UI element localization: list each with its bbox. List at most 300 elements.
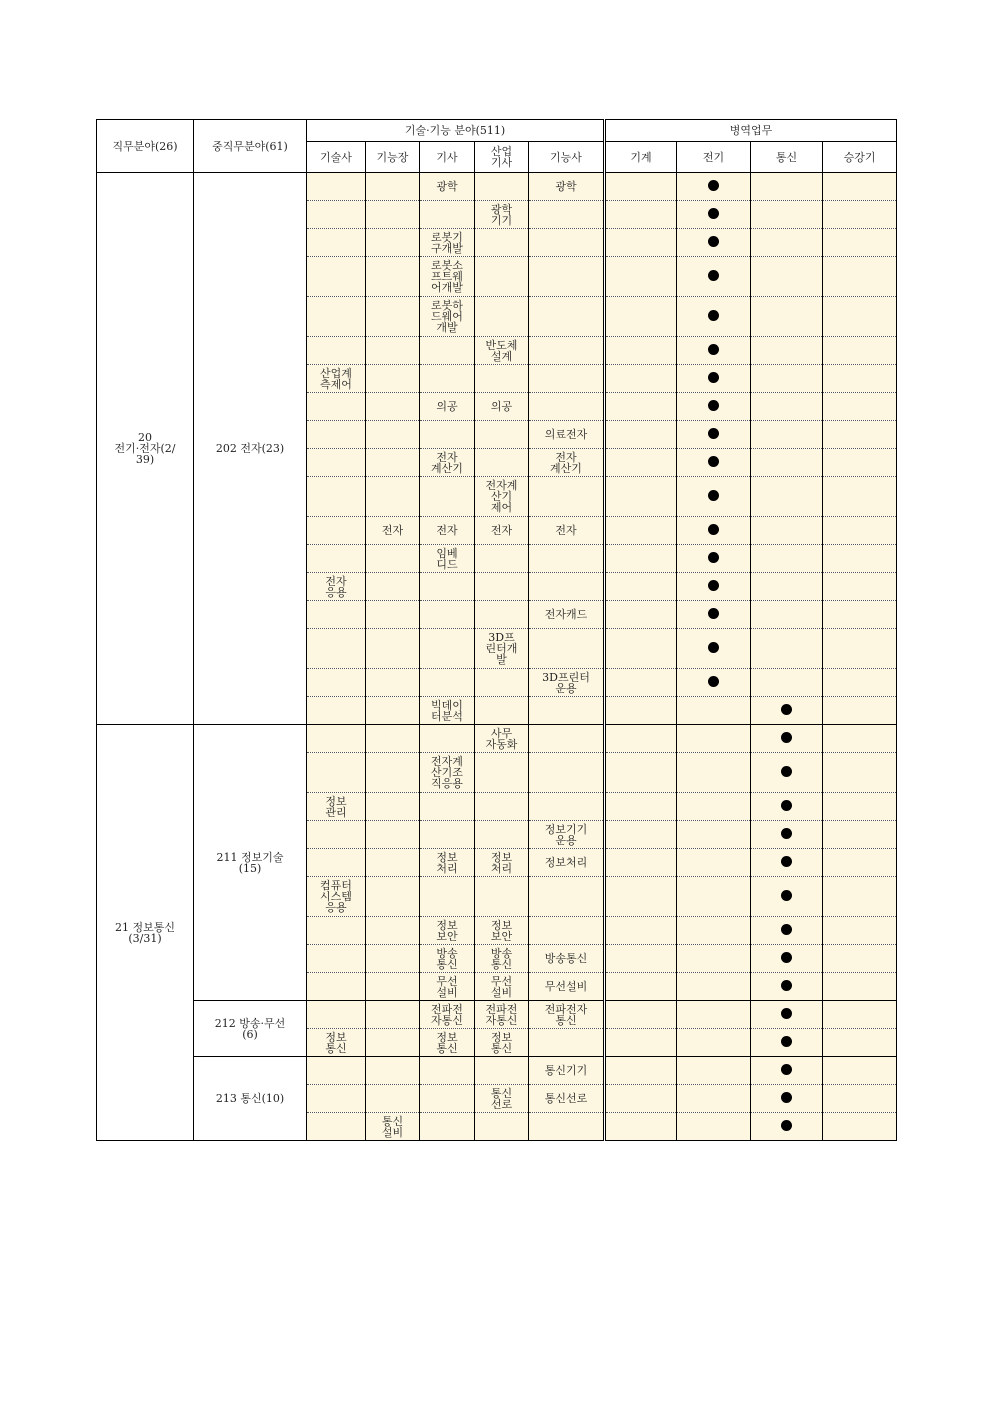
mid-field-cell: [194, 725, 307, 1001]
license-cell: [475, 945, 529, 973]
license-cell: [366, 1057, 420, 1085]
subheader-cell: [823, 142, 897, 173]
military-cell: [823, 1113, 897, 1141]
military-cell: [605, 945, 677, 973]
military-cell: [823, 201, 897, 229]
military-cell: [751, 945, 823, 973]
license-cell: [420, 849, 475, 877]
military-cell: [751, 257, 823, 297]
mid-field-label: 212 방송·무선 (6): [214, 1016, 286, 1041]
military-cell: [677, 297, 751, 337]
military-cell: [605, 753, 677, 793]
license-name: 통신 설비: [381, 1114, 404, 1139]
license-cell: [307, 821, 366, 849]
military-cell: [751, 1085, 823, 1113]
header-mid-field: [194, 120, 307, 173]
license-name: 3D프린터 운용: [542, 670, 590, 695]
job-field-label: 21 정보통신 (3/31): [115, 920, 175, 945]
header-job-field: [97, 120, 194, 173]
military-cell: [677, 877, 751, 917]
license-name: 사무 자동화: [485, 726, 518, 751]
military-cell: [751, 449, 823, 477]
license-cell: [475, 229, 529, 257]
military-cell: [823, 793, 897, 821]
license-name: 반도체 설계: [485, 338, 518, 363]
military-cell: [605, 1057, 677, 1085]
military-cell: [605, 601, 677, 629]
license-cell: [529, 1001, 605, 1029]
bullet-icon: [708, 552, 719, 563]
license-cell: [420, 173, 475, 201]
military-cell: [677, 545, 751, 573]
military-cell: [823, 477, 897, 517]
license-cell: [366, 821, 420, 849]
bullet-icon: [708, 270, 719, 281]
military-cell: [605, 365, 677, 393]
military-cell: [823, 821, 897, 849]
license-cell: [366, 573, 420, 601]
military-cell: [605, 697, 677, 725]
license-cell: [475, 337, 529, 365]
bullet-icon: [708, 236, 719, 247]
license-cell: [529, 1029, 605, 1057]
military-cell: [677, 753, 751, 793]
license-cell: [366, 697, 420, 725]
license-cell: [307, 601, 366, 629]
license-name: 무선 설비: [490, 974, 513, 999]
military-cell: [751, 629, 823, 669]
bullet-icon: [708, 524, 719, 535]
subheader-label: 산업 기사: [490, 145, 513, 169]
license-cell: [529, 669, 605, 697]
military-cell: [751, 793, 823, 821]
license-cell: [307, 669, 366, 697]
military-cell: [677, 449, 751, 477]
license-cell: [420, 629, 475, 669]
license-cell: [366, 545, 420, 573]
license-cell: [420, 393, 475, 421]
license-name: 무선설비: [544, 980, 588, 993]
mid-field-label: 211 정보기술 (15): [216, 850, 284, 875]
license-cell: [475, 393, 529, 421]
license-name: 전자캐드: [544, 608, 588, 621]
license-cell: [307, 257, 366, 297]
subheader-label: 기술사: [320, 150, 352, 164]
military-cell: [823, 877, 897, 917]
license-cell: [420, 337, 475, 365]
license-cell: [420, 573, 475, 601]
military-cell: [823, 753, 897, 793]
license-cell: [475, 917, 529, 945]
license-cell: [420, 1057, 475, 1085]
license-name: 정보 관리: [325, 794, 347, 819]
subheader-label: 기계: [630, 150, 652, 164]
license-name: 무선 설비: [436, 974, 458, 999]
license-cell: [475, 601, 529, 629]
license-cell: [366, 517, 420, 545]
military-cell: [605, 229, 677, 257]
bullet-icon: [781, 800, 792, 811]
license-cell: [475, 1085, 529, 1113]
military-cell: [751, 917, 823, 945]
license-cell: [366, 849, 420, 877]
military-cell: [823, 697, 897, 725]
bullet-icon: [708, 580, 719, 591]
header-tech-group-text: 기술·기능 분야(511): [404, 124, 506, 137]
military-cell: [823, 229, 897, 257]
bullet-icon: [708, 372, 719, 383]
military-cell: [823, 297, 897, 337]
license-cell: [307, 945, 366, 973]
license-cell: [475, 365, 529, 393]
military-cell: [605, 545, 677, 573]
license-cell: [420, 697, 475, 725]
subheader-cell: [677, 142, 751, 173]
header-military-group-text: 병역업무: [729, 124, 773, 137]
license-cell: [307, 201, 366, 229]
military-cell: [677, 337, 751, 365]
bullet-icon: [781, 1120, 792, 1131]
license-cell: [529, 297, 605, 337]
military-cell: [677, 793, 751, 821]
license-cell: [366, 393, 420, 421]
mid-field-cell: [194, 173, 307, 725]
bullet-icon: [781, 704, 792, 715]
military-cell: [677, 601, 751, 629]
military-cell: [823, 173, 897, 201]
military-cell: [677, 697, 751, 725]
license-cell: [366, 669, 420, 697]
military-cell: [823, 917, 897, 945]
license-cell: [475, 973, 529, 1001]
license-cell: [529, 365, 605, 393]
license-cell: [420, 821, 475, 849]
military-cell: [605, 1001, 677, 1029]
job-field-cell: [97, 725, 194, 1141]
bullet-icon: [781, 1036, 792, 1047]
license-cell: [475, 173, 529, 201]
table-row: [97, 173, 897, 201]
bullet-icon: [708, 456, 719, 467]
military-cell: [605, 877, 677, 917]
job-field-cell: [97, 173, 194, 725]
military-cell: [677, 945, 751, 973]
military-cell: [823, 669, 897, 697]
table-row: [97, 1001, 897, 1029]
license-cell: [366, 449, 420, 477]
license-cell: [529, 477, 605, 517]
military-cell: [751, 877, 823, 917]
military-cell: [823, 629, 897, 669]
license-cell: [366, 877, 420, 917]
license-cell: [420, 601, 475, 629]
military-cell: [677, 201, 751, 229]
license-cell: [307, 973, 366, 1001]
military-cell: [677, 477, 751, 517]
military-cell: [751, 849, 823, 877]
license-name: 산업계 측제어: [320, 366, 352, 391]
license-cell: [307, 793, 366, 821]
license-cell: [366, 601, 420, 629]
military-cell: [751, 229, 823, 257]
license-name: 통신선로: [544, 1092, 588, 1105]
military-cell: [677, 1057, 751, 1085]
military-cell: [823, 365, 897, 393]
license-cell: [366, 753, 420, 793]
license-cell: [475, 421, 529, 449]
license-cell: [307, 297, 366, 337]
license-cell: [307, 1085, 366, 1113]
military-cell: [605, 629, 677, 669]
military-cell: [605, 669, 677, 697]
license-name: 방송통신: [544, 952, 588, 965]
subheader-cell: [475, 142, 529, 173]
military-cell: [677, 1001, 751, 1029]
license-cell: [307, 629, 366, 669]
military-cell: [605, 973, 677, 1001]
license-name: 임베 디드: [436, 546, 458, 571]
license-name: 전파전자 통신: [544, 1002, 588, 1027]
license-cell: [529, 697, 605, 725]
license-cell: [307, 173, 366, 201]
license-cell: [307, 477, 366, 517]
bullet-icon: [781, 980, 792, 991]
military-cell: [823, 337, 897, 365]
license-name: 의공: [490, 400, 513, 413]
license-name: 로봇기 구개발: [431, 230, 463, 255]
subheader-label: 기사: [436, 150, 458, 164]
military-cell: [823, 601, 897, 629]
license-cell: [475, 793, 529, 821]
license-cell: [420, 669, 475, 697]
military-cell: [823, 725, 897, 753]
license-cell: [366, 793, 420, 821]
license-cell: [366, 337, 420, 365]
military-cell: [751, 477, 823, 517]
military-cell: [677, 973, 751, 1001]
military-cell: [677, 629, 751, 669]
subheader-cell: [605, 142, 677, 173]
bullet-icon: [781, 856, 792, 867]
license-cell: [307, 1029, 366, 1057]
military-cell: [751, 337, 823, 365]
license-name: 광학: [436, 180, 458, 193]
license-cell: [420, 753, 475, 793]
military-cell: [605, 849, 677, 877]
license-cell: [420, 517, 475, 545]
military-cell: [677, 821, 751, 849]
military-cell: [677, 849, 751, 877]
license-cell: [475, 629, 529, 669]
license-name: 전자계 산기조 직응용: [431, 755, 463, 790]
bullet-icon: [708, 428, 719, 439]
license-cell: [366, 297, 420, 337]
military-cell: [605, 917, 677, 945]
military-cell: [605, 573, 677, 601]
license-cell: [307, 917, 366, 945]
license-cell: [420, 1001, 475, 1029]
military-cell: [677, 1085, 751, 1113]
license-cell: [420, 945, 475, 973]
license-cell: [307, 517, 366, 545]
license-cell: [420, 365, 475, 393]
license-cell: [307, 753, 366, 793]
military-cell: [823, 517, 897, 545]
license-name: 의료전자: [544, 428, 588, 441]
military-cell: [823, 1057, 897, 1085]
license-cell: [529, 1085, 605, 1113]
license-cell: [529, 201, 605, 229]
license-cell: [475, 877, 529, 917]
license-name: 빅데이 터분석: [431, 698, 463, 723]
license-cell: [366, 421, 420, 449]
military-cell: [751, 601, 823, 629]
license-cell: [307, 365, 366, 393]
bullet-icon: [781, 924, 792, 935]
military-cell: [677, 173, 751, 201]
license-name: 정보 보안: [490, 918, 513, 943]
license-name: 정보 처리: [436, 850, 458, 875]
mid-field-label: 213 통신(10): [215, 1092, 285, 1105]
header-job-field-text: 직무분야(26): [112, 139, 178, 153]
license-name: 정보 처리: [490, 850, 513, 875]
bullet-icon: [781, 1092, 792, 1103]
bullet-icon: [708, 490, 719, 501]
military-cell: [751, 1113, 823, 1141]
job-field-label: 20 전기·전자(2/ 39): [114, 431, 176, 466]
license-cell: [366, 725, 420, 753]
license-cell: [307, 725, 366, 753]
license-cell: [307, 877, 366, 917]
table-row: [97, 1057, 897, 1085]
license-cell: [529, 1057, 605, 1085]
license-cell: [475, 1057, 529, 1085]
license-cell: [529, 545, 605, 573]
license-cell: [366, 629, 420, 669]
license-cell: [529, 945, 605, 973]
bullet-icon: [708, 642, 719, 653]
license-cell: [366, 1085, 420, 1113]
license-cell: [420, 297, 475, 337]
bullet-icon: [708, 608, 719, 619]
license-name: 통신기기: [544, 1064, 588, 1077]
military-cell: [605, 201, 677, 229]
license-cell: [529, 393, 605, 421]
license-name: 로봇하 드웨어 개발: [431, 299, 463, 334]
license-cell: [420, 421, 475, 449]
license-name: 정보 통신: [436, 1030, 458, 1055]
bullet-icon: [708, 676, 719, 687]
license-cell: [420, 257, 475, 297]
military-cell: [823, 573, 897, 601]
license-cell: [475, 725, 529, 753]
license-cell: [529, 257, 605, 297]
license-name: 정보처리: [544, 856, 588, 869]
table-row: [97, 725, 897, 753]
military-cell: [677, 725, 751, 753]
license-name: 정보 통신: [325, 1030, 347, 1055]
subheader-cell: [420, 142, 475, 173]
military-cell: [751, 297, 823, 337]
military-cell: [605, 337, 677, 365]
license-name: 전자 계산기: [431, 450, 463, 475]
military-cell: [605, 297, 677, 337]
military-cell: [605, 725, 677, 753]
military-cell: [677, 393, 751, 421]
military-cell: [823, 393, 897, 421]
license-cell: [366, 1029, 420, 1057]
military-cell: [605, 1085, 677, 1113]
military-cell: [751, 1029, 823, 1057]
license-cell: [420, 229, 475, 257]
military-cell: [751, 821, 823, 849]
license-cell: [366, 1001, 420, 1029]
license-cell: [420, 973, 475, 1001]
license-cell: [366, 973, 420, 1001]
bullet-icon: [708, 310, 719, 321]
license-name: 의공: [436, 400, 458, 413]
bullet-icon: [781, 1008, 792, 1019]
license-cell: [307, 573, 366, 601]
license-cell: [475, 1113, 529, 1141]
military-cell: [677, 229, 751, 257]
license-cell: [529, 173, 605, 201]
bullet-icon: [708, 344, 719, 355]
license-cell: [475, 573, 529, 601]
license-cell: [366, 477, 420, 517]
subheader-label: 기능장: [376, 150, 409, 164]
license-cell: [307, 849, 366, 877]
license-name: 로봇소 프트웨 어개발: [431, 259, 463, 294]
military-cell: [605, 393, 677, 421]
military-cell: [605, 821, 677, 849]
military-cell: [605, 517, 677, 545]
license-cell: [475, 545, 529, 573]
license-cell: [420, 1085, 475, 1113]
bullet-icon: [781, 890, 792, 901]
license-cell: [475, 753, 529, 793]
subheader-label: 기능사: [550, 150, 582, 164]
license-cell: [475, 201, 529, 229]
military-cell: [677, 1029, 751, 1057]
license-cell: [529, 337, 605, 365]
license-cell: [420, 1113, 475, 1141]
license-cell: [366, 257, 420, 297]
military-cell: [751, 697, 823, 725]
subheader-label: 승강기: [843, 150, 876, 164]
military-cell: [605, 1029, 677, 1057]
license-cell: [420, 449, 475, 477]
license-cell: [529, 573, 605, 601]
license-cell: [475, 297, 529, 337]
license-cell: [475, 449, 529, 477]
license-cell: [307, 697, 366, 725]
license-name: 방송 통신: [490, 946, 513, 971]
license-cell: [529, 849, 605, 877]
subheader-label: 통신: [775, 150, 798, 164]
military-cell: [751, 545, 823, 573]
military-cell: [677, 669, 751, 697]
military-cell: [751, 173, 823, 201]
military-cell: [823, 945, 897, 973]
license-cell: [529, 917, 605, 945]
license-name: 전자계 산기 제어: [485, 479, 518, 514]
license-cell: [475, 517, 529, 545]
military-cell: [751, 573, 823, 601]
military-cell: [605, 173, 677, 201]
military-cell: [677, 365, 751, 393]
license-name: 광학: [555, 180, 577, 193]
